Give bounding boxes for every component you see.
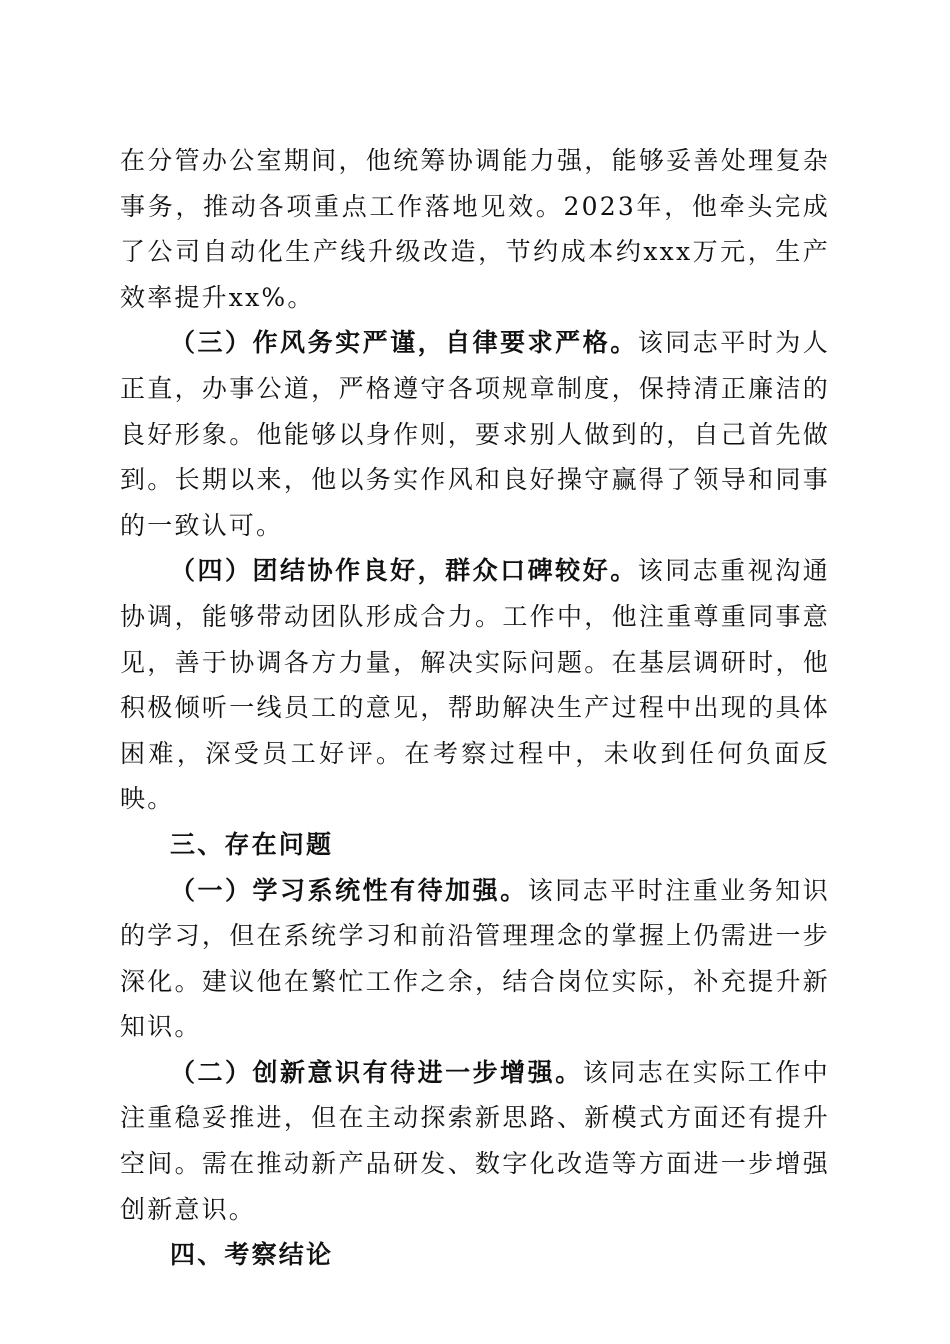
paragraph-conduct [120,320,830,548]
paragraph-lead: （二）创新意识有待进一步增强。 [170,1057,583,1087]
paragraph-teamwork [120,548,830,822]
section-heading-problems: 三、存在问题 [170,829,334,859]
section-heading-conclusion: 四、考察结论 [170,1240,334,1270]
paragraph-innovation [120,1050,830,1232]
paragraph-text: 该同志重视沟通协调，能够带动团队形成合力。工作中，他注重尊重同事意见，善于协调各方力量，解决实际问题。在基层调研时，他积极倾听一线员工的意见，帮助解决生产过程中出现的具体困难，深受员工好评。在考察过程中，未收到任何负面反映。 [120,556,830,814]
paragraph-lead: （一）学习系统性有待加强。 [170,875,528,905]
paragraph-learning [120,868,830,1050]
paragraph-lead: （三）作风务实严谨，自律要求严格。 [170,328,638,358]
document-body [120,138,830,1278]
paragraph-text: 该同志平时为人正直，办事公道，严格遵守各项规章制度，保持清正廉洁的良好形象。他能够以身作则，要求别人做到的，自己首先做到。长期以来，他以务实作风和良好操守赢得了领导和同事的一致认可。 [120,328,830,540]
paragraph-text: 该同志平时注重业务知识的学习，但在系统学习和前沿管理理念的掌握上仍需进一步深化。建议他在繁忙工作之余，结合岗位实际，补充提升新知识。 [120,875,830,1042]
paragraph-continued: 在分管办公室期间，他统筹协调能力强，能够妥善处理复杂事务，推动各项重点工作落地见效。2023年，他牵头完成了公司自动化生产线升级改造，节约成本约xxx万元，生产效率提升xx%。 [120,146,830,312]
paragraph-lead: （四）团结协作良好，群众口碑较好。 [170,556,638,586]
paragraph-text: 该同志在实际工作中注重稳妥推进，但在主动探索新思路、新模式方面还有提升空间。需在推动新产品研发、数字化改造等方面进一步增强创新意识。 [120,1057,830,1224]
